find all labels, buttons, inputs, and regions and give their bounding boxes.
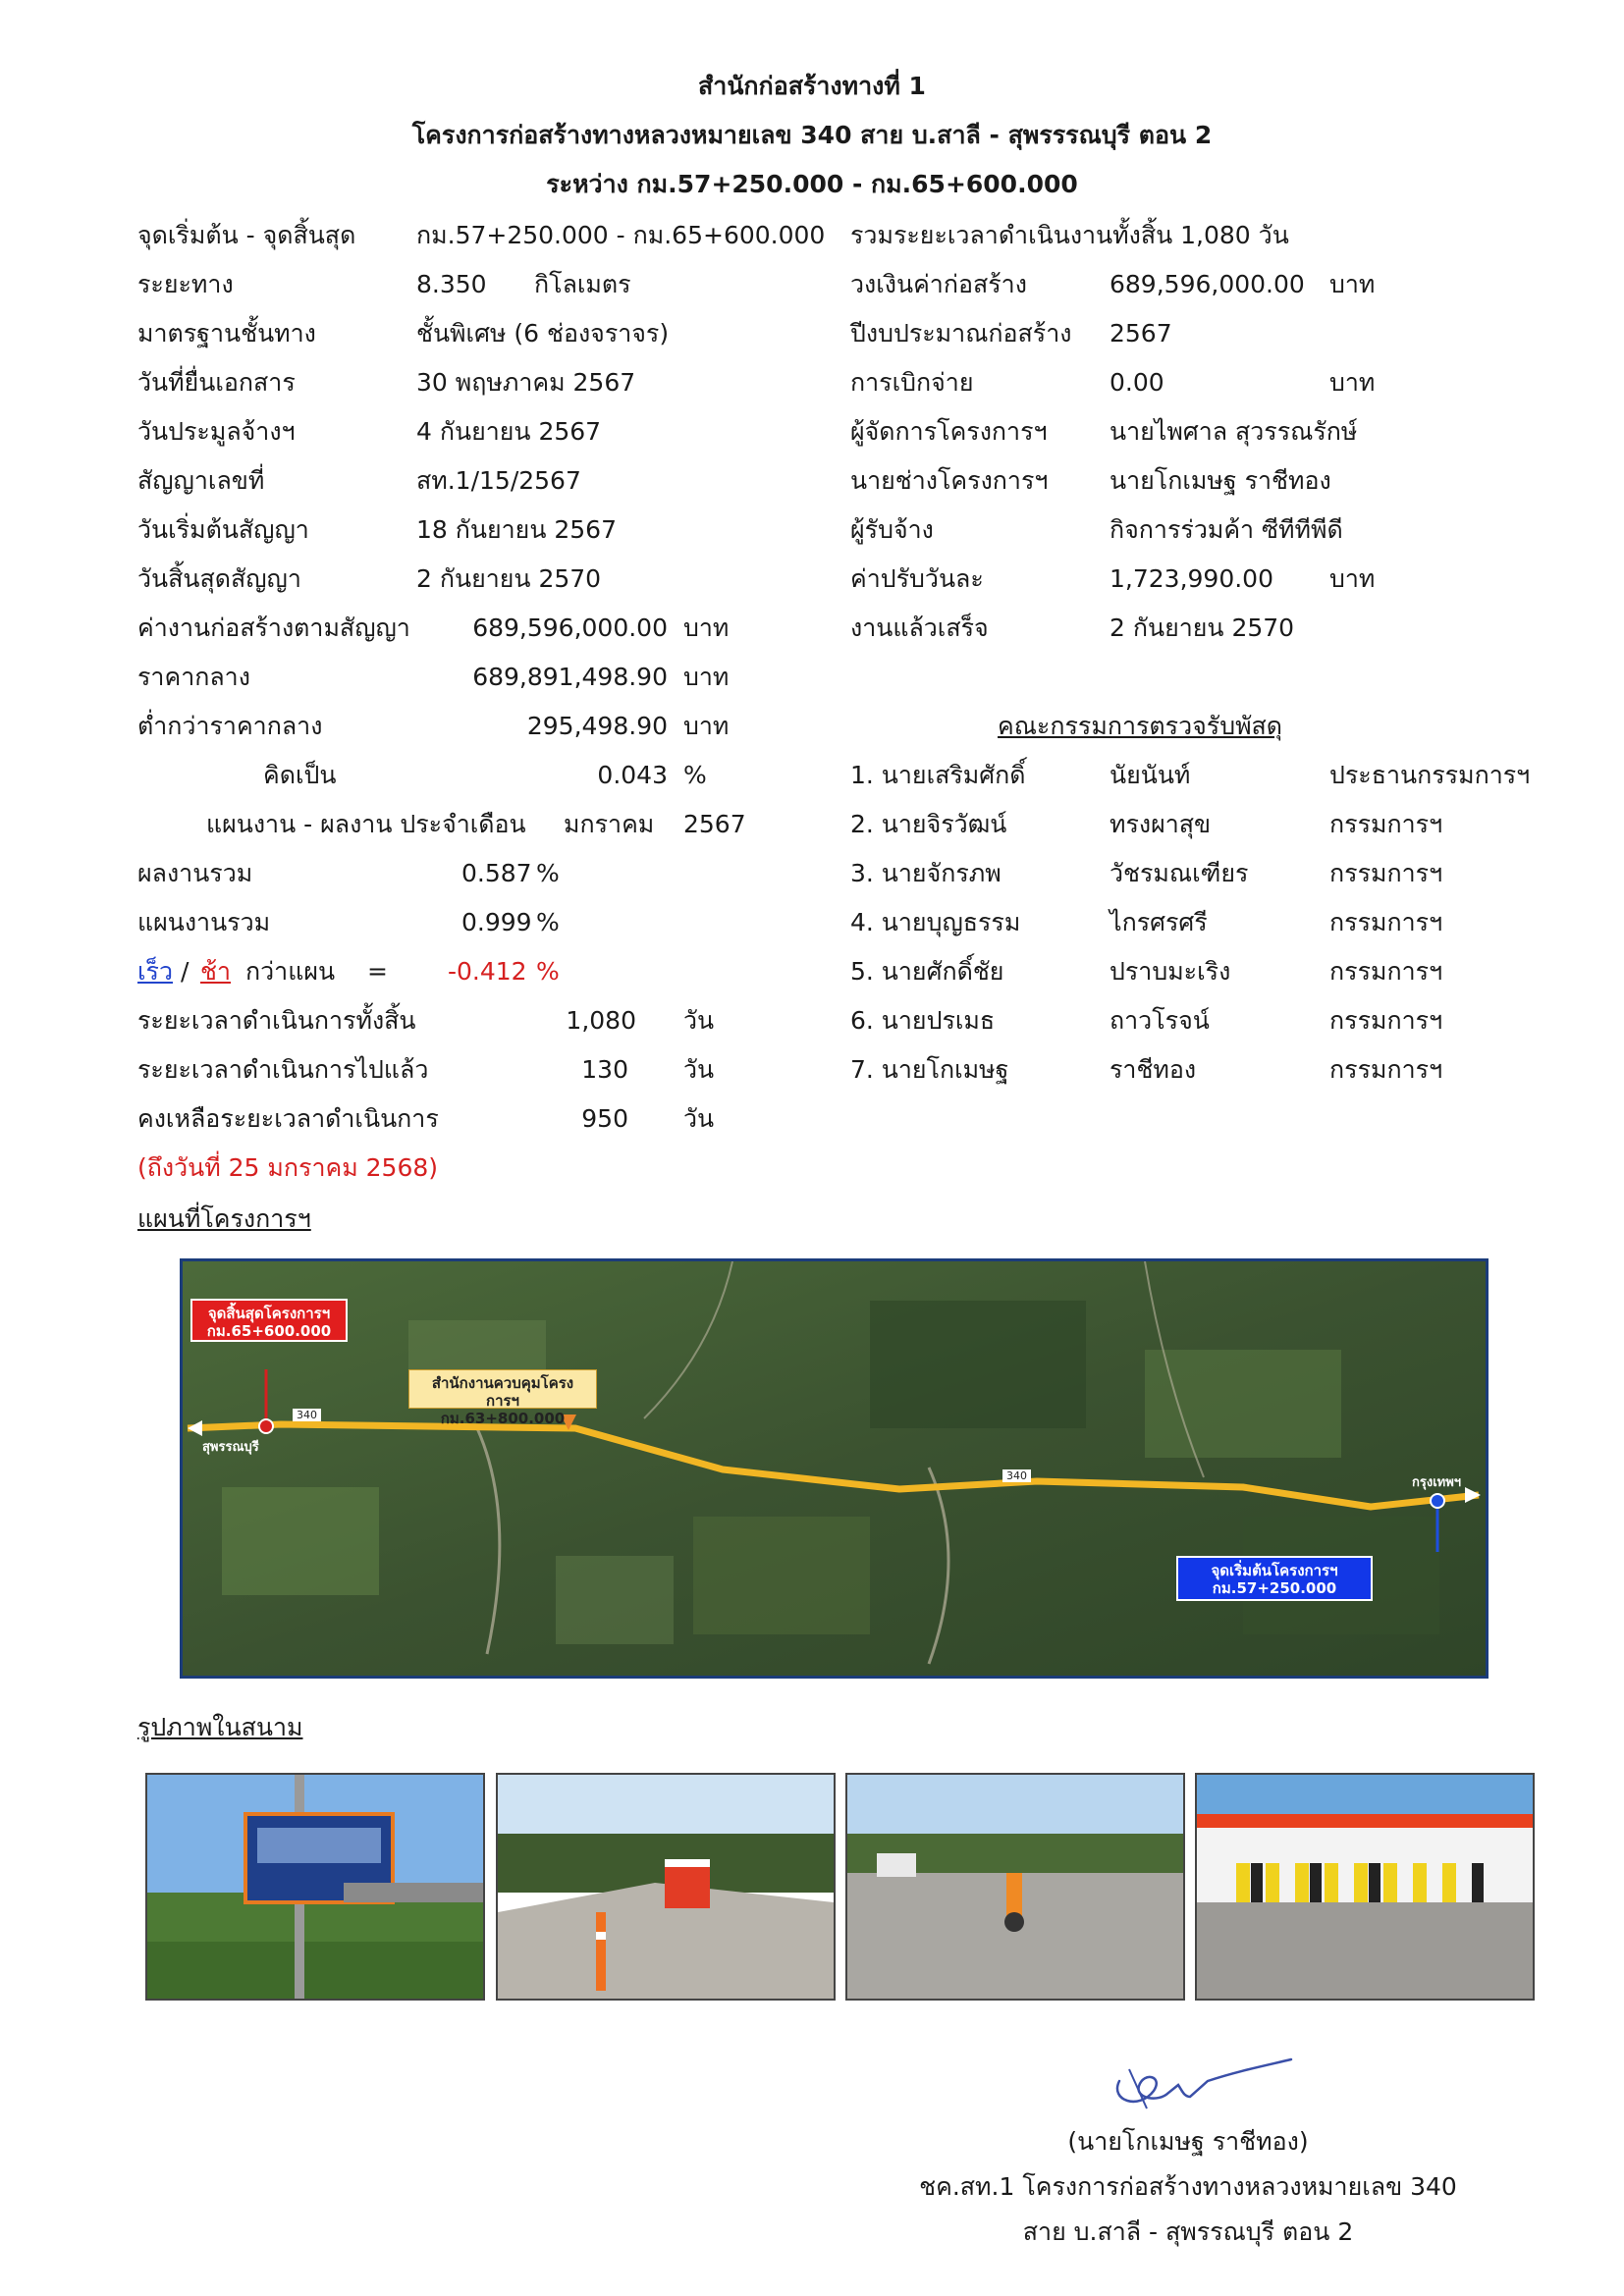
money-unit: บาท	[683, 712, 730, 740]
committee-name: 3. นายจักรภพ	[850, 859, 1001, 887]
start-point-label: จุดเริ่มต้นโครงการฯ	[1211, 1562, 1338, 1579]
info-label: รวมระยะเวลาดำเนินงานทั้งสิ้น 1,080 วัน	[850, 221, 1289, 249]
committee-name: 2. นายจิรวัฒน์	[850, 810, 1007, 838]
committee-name: 7. นายโกเมษฐ	[850, 1055, 1009, 1084]
plan-header-month: มกราคม	[564, 810, 655, 838]
end-marker-icon	[259, 1419, 273, 1433]
duration-value: 950	[581, 1104, 628, 1133]
info-value: สท.1/15/2567	[416, 466, 581, 495]
progress-diff-value: -0.412	[448, 957, 527, 986]
info-value: 30 พฤษภาคม 2567	[416, 368, 636, 397]
start-point-km: กม.57+250.000	[1212, 1579, 1337, 1597]
money-value: 0.043	[597, 761, 668, 789]
info-label: งานแล้วเสร็จ	[850, 614, 989, 642]
info-value: นายไพศาล สุวรรณรักษ์	[1110, 417, 1358, 446]
duration-label: คงเหลือระยะเวลาดำเนินการ	[137, 1104, 439, 1133]
signature-image	[1100, 2042, 1296, 2120]
project-map	[180, 1258, 1489, 1679]
info-label: วงเงินค่าก่อสร้าง	[850, 270, 1027, 298]
info-label: จุดเริ่มต้น - จุดสิ้นสุด	[137, 221, 356, 249]
info-value: 2567	[1110, 319, 1172, 347]
info-label: ผู้จัดการโครงการฯ	[850, 417, 1048, 446]
info-unit: กิโลเมตร	[534, 270, 631, 298]
committee-surname: ทรงผาสุข	[1110, 810, 1212, 838]
plan-progress-unit: %	[536, 908, 560, 936]
committee-surname: วัชรมณเฑียร	[1110, 859, 1249, 887]
duration-unit: วัน	[683, 1006, 715, 1035]
info-value: กิจการร่วมค้า ซีทีทีพีดี	[1110, 515, 1343, 544]
signer-position-line-1: ชค.สท.1 โครงการก่อสร้างทางหลวงหมายเลข 340	[919, 2172, 1457, 2201]
money-value: 689,596,000.00	[472, 614, 668, 642]
equals-sign: =	[367, 957, 388, 986]
committee-role: กรรมการฯ	[1329, 810, 1443, 838]
money-value: 689,891,498.90	[472, 663, 668, 691]
field-photo-3	[845, 1773, 1185, 2001]
info-label: ระยะทาง	[137, 270, 234, 298]
satellite-map-image	[183, 1261, 1486, 1676]
office-callout	[408, 1369, 597, 1427]
office-km: กม.63+800.000	[440, 1410, 566, 1427]
committee-name: 1. นายเสริมศักดิ์	[850, 761, 1026, 789]
left-destination-label: สุพรรณบุรี	[202, 1440, 259, 1455]
committee-surname: ปราบมะเริง	[1110, 957, 1231, 986]
committee-name: 4. นายบุญธรรม	[850, 908, 1021, 936]
plan-header-label: แผนงาน - ผลงาน ประจำเดือน	[206, 810, 526, 838]
info-value: 2 กันยายน 2570	[1110, 614, 1295, 642]
map-section-title: แผนที่โครงการฯ	[137, 1204, 311, 1233]
committee-surname: ราชีทอง	[1110, 1055, 1197, 1084]
money-label: ราคากลาง	[137, 663, 250, 691]
photos-section-title: รูปภาพในสนาม	[137, 1713, 303, 1741]
start-point-callout	[1176, 1556, 1373, 1601]
info-value: นายโกเมษฐ ราชีทอง	[1110, 466, 1331, 495]
committee-surname: นัยนันท์	[1110, 761, 1191, 789]
actual-progress-unit: %	[536, 859, 560, 887]
fast-slow-separator: /	[181, 957, 189, 986]
progress-diff-unit: %	[536, 957, 560, 986]
actual-progress-label: ผลงานรวม	[137, 859, 253, 887]
info-value: 2 กันยายน 2570	[416, 564, 602, 593]
money-unit: บาท	[683, 614, 730, 642]
office-label: สำนักงานควบคุมโครงการฯ	[431, 1374, 574, 1410]
compare-plan-label: กว่าแผน	[245, 957, 336, 986]
info-label: วันที่ยื่นเอกสาร	[137, 368, 296, 397]
info-value: 689,596,000.00	[1110, 270, 1305, 298]
committee-role: กรรมการฯ	[1329, 1006, 1443, 1035]
end-point-label: จุดสิ้นสุดโครงการฯ	[207, 1305, 331, 1322]
info-value: 8.350	[416, 270, 487, 298]
info-value: 18 กันยายน 2567	[416, 515, 617, 544]
money-label: ต่ำกว่าราคากลาง	[137, 712, 323, 740]
committee-surname: ไกรศรศรี	[1110, 908, 1208, 936]
money-label: คิดเป็น	[263, 761, 337, 789]
field-photo-4	[1195, 1773, 1535, 2001]
header-line-3: ระหว่าง กม.57+250.000 - กม.65+600.000	[546, 170, 1078, 198]
signer-position-line-2: สาย บ.สาลี - สุพรรณบุรี ตอน 2	[1022, 2217, 1354, 2246]
info-value: 4 กันยายน 2567	[416, 417, 602, 446]
committee-surname: ถาวโรจน์	[1110, 1006, 1210, 1035]
committee-role: กรรมการฯ	[1329, 1055, 1443, 1084]
slow-link[interactable]: ช้า	[200, 957, 232, 986]
committee-role: กรรมการฯ	[1329, 957, 1443, 986]
money-unit: %	[683, 761, 707, 789]
info-unit: บาท	[1329, 564, 1376, 593]
info-label: สัญญาเลขที่	[137, 466, 265, 495]
signer-name: (นายโกเมษฐ ราชีทอง)	[1067, 2127, 1309, 2156]
money-label: ค่างานก่อสร้างตามสัญญา	[137, 614, 410, 642]
info-label: นายช่างโครงการฯ	[850, 466, 1049, 495]
fast-link[interactable]: เร็ว	[137, 957, 174, 986]
money-value: 295,498.90	[526, 712, 668, 740]
end-point-callout	[190, 1299, 348, 1342]
start-marker-icon	[1431, 1494, 1444, 1508]
header-line-2: โครงการก่อสร้างทางหลวงหมายเลข 340 สาย บ.สาลี - สุพรรรณบุรี ตอน 2	[411, 121, 1213, 149]
duration-value: 130	[581, 1055, 628, 1084]
header-line-1: สำนักก่อสร้างทางที่ 1	[698, 72, 926, 100]
committee-name: 5. นายศักดิ์ชัย	[850, 957, 1004, 986]
info-value: ชั้นพิเศษ (6 ช่องจราจร)	[416, 319, 670, 347]
money-unit: บาท	[683, 663, 730, 691]
committee-title: คณะกรรมการตรวจรับพัสดุ	[998, 712, 1283, 740]
committee-role: กรรมการฯ	[1329, 908, 1443, 936]
field-photo-1	[145, 1773, 485, 2001]
info-label: การเบิกจ่าย	[850, 368, 974, 397]
route-shield: 340	[1002, 1469, 1031, 1482]
duration-unit: วัน	[683, 1104, 715, 1133]
info-label: วันประมูลจ้างฯ	[137, 417, 296, 446]
info-unit: บาท	[1329, 270, 1376, 298]
committee-name: 6. นายปรเมธ	[850, 1006, 996, 1035]
info-label: วันเริ่มต้นสัญญา	[137, 515, 309, 544]
info-unit: บาท	[1329, 368, 1376, 397]
info-label: ผู้รับจ้าง	[850, 515, 934, 544]
duration-unit: วัน	[683, 1055, 715, 1084]
duration-label: ระยะเวลาดำเนินการไปแล้ว	[137, 1055, 429, 1084]
info-label: ปีงบประมาณก่อสร้าง	[850, 319, 1072, 347]
info-label: ค่าปรับวันละ	[850, 564, 984, 593]
duration-label: ระยะเวลาดำเนินการทั้งสิ้น	[137, 1006, 416, 1035]
end-point-km: กม.65+600.000	[206, 1322, 332, 1340]
duration-value: 1,080	[566, 1006, 636, 1035]
info-label: มาตรฐานชั้นทาง	[137, 319, 316, 347]
info-value: 0.00	[1110, 368, 1164, 397]
info-value: กม.57+250.000 - กม.65+600.000	[416, 221, 826, 249]
route-shield: 340	[293, 1409, 321, 1421]
info-value: 1,723,990.00	[1110, 564, 1273, 593]
committee-role: กรรมการฯ	[1329, 859, 1443, 887]
plan-progress-label: แผนงานรวม	[137, 908, 271, 936]
field-photo-2	[496, 1773, 836, 2001]
committee-role: ประธานกรรมการฯ	[1329, 761, 1531, 789]
plan-header-year: 2567	[683, 810, 746, 838]
actual-progress-value: 0.587	[461, 859, 532, 887]
right-destination-label: กรุงเทพฯ	[1412, 1475, 1462, 1490]
plan-progress-value: 0.999	[461, 908, 532, 936]
as-of-date: (ถึงวันที่ 25 มกราคม 2568)	[137, 1153, 439, 1182]
info-label: วันสิ้นสุดสัญญา	[137, 564, 301, 593]
